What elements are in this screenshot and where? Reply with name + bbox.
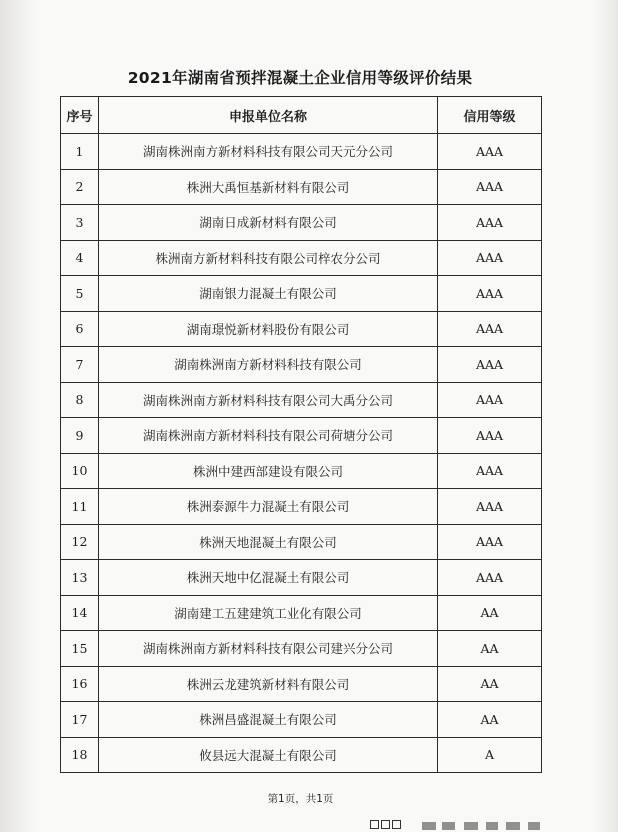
- table-row: [61, 311, 542, 347]
- table-row: [61, 737, 542, 773]
- row-number: 9: [61, 418, 99, 454]
- table-header-row: [61, 97, 542, 134]
- row-number: 5: [61, 276, 99, 312]
- row-number: 16: [61, 666, 99, 702]
- table-row: [61, 382, 542, 418]
- table-row: [61, 418, 542, 454]
- credit-level: AAA: [438, 524, 542, 560]
- row-number: 4: [61, 240, 99, 276]
- column-header-no: 序号: [61, 97, 99, 134]
- credit-level: AAA: [438, 453, 542, 489]
- credit-level: AA: [438, 666, 542, 702]
- company-name: 攸县远大混凝土有限公司: [99, 737, 438, 773]
- company-name: 株洲天地混凝土有限公司: [99, 524, 438, 560]
- row-number: 1: [61, 134, 99, 170]
- qr-code-icon: [370, 820, 404, 830]
- table-row: [61, 631, 542, 667]
- company-name: 湖南银力混凝土有限公司: [99, 276, 438, 312]
- table-row: [61, 134, 542, 170]
- credit-level: AAA: [438, 560, 542, 596]
- row-number: 14: [61, 595, 99, 631]
- credit-level: AAA: [438, 276, 542, 312]
- table-row: [61, 489, 542, 525]
- row-number: 15: [61, 631, 99, 667]
- row-number: 8: [61, 382, 99, 418]
- company-name: 株洲大禹恒基新材料有限公司: [99, 169, 438, 205]
- company-name: 湖南株洲南方新材料科技有限公司: [99, 347, 438, 383]
- company-name: 株洲中建西部建设有限公司: [99, 453, 438, 489]
- credit-level: AA: [438, 631, 542, 667]
- row-number: 12: [61, 524, 99, 560]
- row-number: 3: [61, 205, 99, 241]
- table-row: [61, 560, 542, 596]
- company-name: 湖南株洲南方新材料科技有限公司天元分公司: [99, 134, 438, 170]
- row-number: 2: [61, 169, 99, 205]
- credit-level: AAA: [438, 205, 542, 241]
- company-name: 湖南建工五建建筑工业化有限公司: [99, 595, 438, 631]
- row-number: 6: [61, 311, 99, 347]
- table-row: [61, 453, 542, 489]
- credit-level: AAA: [438, 347, 542, 383]
- company-name: 湖南璟悦新材料股份有限公司: [99, 311, 438, 347]
- cropped-bottom-text: [408, 820, 558, 832]
- credit-level: AAA: [438, 489, 542, 525]
- table-row: [61, 205, 542, 241]
- row-number: 17: [61, 702, 99, 738]
- table-body: [61, 134, 542, 773]
- table-row: [61, 240, 542, 276]
- row-number: 18: [61, 737, 99, 773]
- company-name: 湖南株洲南方新材料科技有限公司大禹分公司: [99, 382, 438, 418]
- table-row: [61, 347, 542, 383]
- credit-level: AAA: [438, 382, 542, 418]
- row-number: 13: [61, 560, 99, 596]
- column-header-level: 信用等级: [438, 97, 542, 134]
- row-number: 10: [61, 453, 99, 489]
- company-name: 株洲南方新材料科技有限公司梓农分公司: [99, 240, 438, 276]
- credit-level: AAA: [438, 418, 542, 454]
- credit-level: AAA: [438, 169, 542, 205]
- table-row: [61, 702, 542, 738]
- credit-level: AAA: [438, 134, 542, 170]
- table-row: [61, 595, 542, 631]
- table-row: [61, 666, 542, 702]
- row-number: 7: [61, 347, 99, 383]
- company-name: 株洲天地中亿混凝土有限公司: [99, 560, 438, 596]
- credit-level: AAA: [438, 311, 542, 347]
- company-name: 湖南株洲南方新材料科技有限公司建兴分公司: [99, 631, 438, 667]
- row-number: 11: [61, 489, 99, 525]
- credit-grade-table: [60, 96, 542, 773]
- company-name: 湖南日成新材料有限公司: [99, 205, 438, 241]
- column-header-name: 申报单位名称: [99, 97, 438, 134]
- table-row: [61, 276, 542, 312]
- company-name: 株洲云龙建筑新材料有限公司: [99, 666, 438, 702]
- credit-level: AA: [438, 702, 542, 738]
- page-edge-shadow-right: [594, 0, 618, 832]
- company-name: 湖南株洲南方新材料科技有限公司荷塘分公司: [99, 418, 438, 454]
- company-name: 株洲昌盛混凝土有限公司: [99, 702, 438, 738]
- page-footer: 第1页，共1页: [267, 793, 334, 805]
- table-row: [61, 524, 542, 560]
- credit-level: AA: [438, 595, 542, 631]
- company-name: 株洲泰源牛力混凝土有限公司: [99, 489, 438, 525]
- page-edge-shadow: [0, 0, 36, 832]
- credit-level: A: [438, 737, 542, 773]
- document-title: 2021年湖南省预拌混凝土企业信用等级评价结果: [127, 69, 473, 87]
- table-row: [61, 169, 542, 205]
- credit-level: AAA: [438, 240, 542, 276]
